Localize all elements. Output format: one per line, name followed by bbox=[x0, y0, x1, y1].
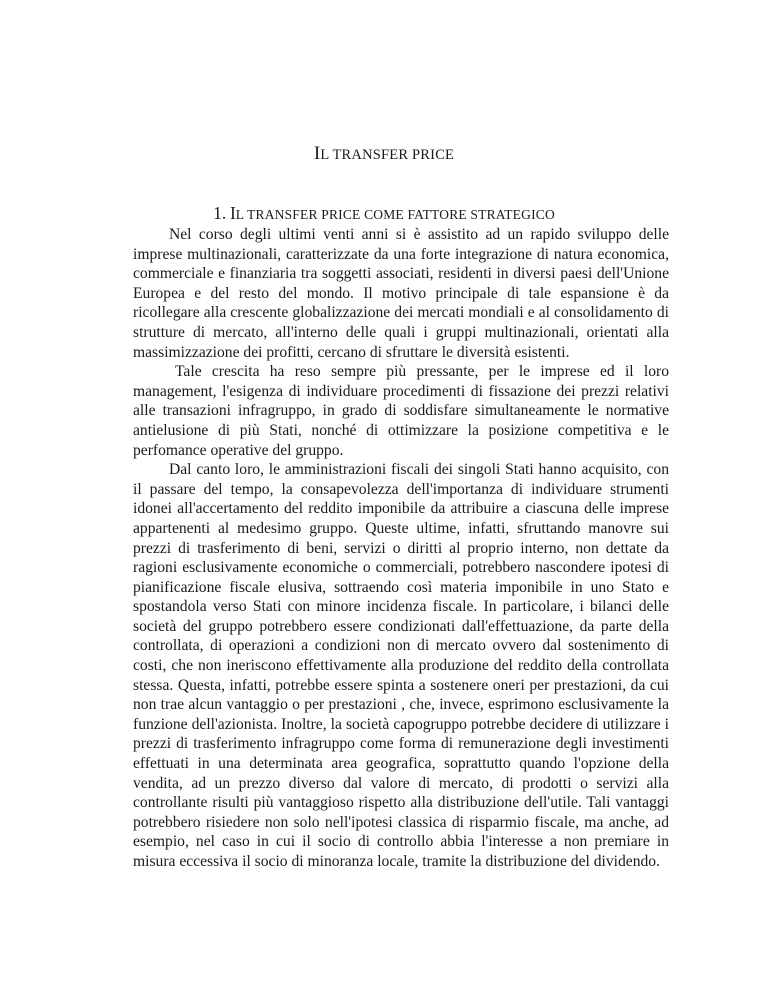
section-number: 1. bbox=[213, 203, 227, 223]
paragraph: Nel corso degli ultimi venti anni si è assistito ad un rapido sviluppo delle imprese multinazionali, caratterizzate da una forte integrazione di natura economica, commerciale e finanziaria tra soggetti associati, residenti in diversi paesi dell'Unione Europea e del resto del mondo. Il motivo principale di tale espansione è da ricollegare alla crescente globalizzazione dei mercati mondiali e al consolidamento di strutture di mercato, all'interno delle quali i gruppi multinazionali, orientati alla massimizzazione dei profitti, cercano di sfruttare le diversità esistenti. bbox=[133, 226, 669, 361]
document-title bbox=[0, 143, 768, 165]
paragraph: Dal canto loro, le amministrazioni fiscali dei singoli Stati hanno acquisito, con il passare del tempo, la consapevolezza dell'importanza di individuare strumenti idonei all'accertamento del reddito imponibile da attribuire a ciascuna delle imprese appartenenti al medesimo gruppo. Queste ultime, infatti, sfruttando manovre sui prezzi di trasferimento di beni, servizi o diritti al proprio interno, non dettate da ragioni esclusivamente economiche o commerciali, potrebbero nascondere ipotesi di pianificazione fiscale elusiva, sottraendo così materia imponibile in uno Stato e spostandola verso Stati con minore incidenza fiscale. In particolare, i bilanci delle società del gruppo potrebbero essere condizionati dall'effettuazione, da parte della controllata, di operazioni a condizioni non di mercato ovvero dal sostenimento di costi, che non ineriscono effettivamente alla produzione del reddito della controllata stessa. Questa, infatti, potrebbe essere spinta a sostenere oneri per prestazioni, da cui non trae alcun vantaggio o per prestazioni , che, invece, esprimono esclusivamente la funzione dell'azionista. Inoltre, la società capogruppo potrebbe decidere di utilizzare i prezzi di trasferimento infragruppo come forma di remunerazione degli investimenti effettuati in una determinata area geografica, soprattutto quando l'opzione della vendita, ad un prezzo diverso dal valore di mercato, di prodotti o servizi alla controllante risulti più vantaggioso rispetto alla distribuzione dell'utile. Tali vantaggi potrebbero risiedere non solo nell'ipotesi classica di risparmio fiscale, ma anche, ad esempio, nel caso in cui il socio di controllo abbia l'interesse a non premiare in misura eccessiva il socio di minoranza locale, tramite la distribuzione del dividendo. bbox=[133, 461, 669, 870]
section-title: L TRANSFER PRICE COME FATTORE STRATEGICO bbox=[235, 207, 555, 222]
body-text bbox=[133, 225, 669, 872]
section-initial: I bbox=[229, 203, 236, 223]
title-initial: I bbox=[313, 143, 321, 164]
paragraph: Tale crescita ha reso sempre più pressante, per le imprese ed il loro management, l'esigenza di individuare procedimenti di fissazione dei prezzi relativi alle transazioni infragruppo, in grado di soddisfare simultaneamente le normative antielusione di più Stati, nonché di ottimizzare la posizione competitiva e le perfomance operative del gruppo. bbox=[133, 363, 669, 459]
title-rest: L TRANSFER PRICE bbox=[320, 147, 455, 163]
section-heading bbox=[0, 203, 768, 224]
